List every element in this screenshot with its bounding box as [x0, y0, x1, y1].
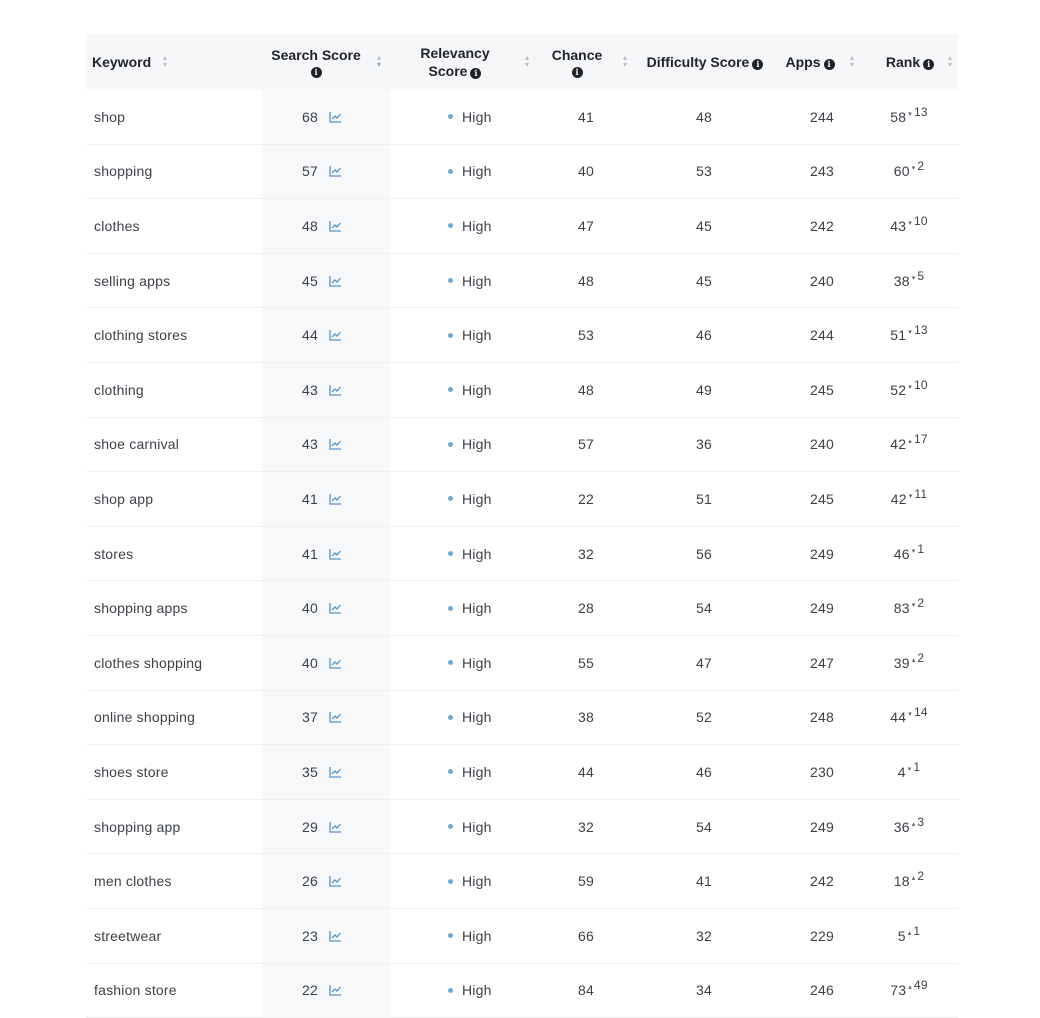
search-score-cell: 26	[302, 873, 318, 890]
trend-chart-icon[interactable]	[329, 745, 342, 799]
search-score-column-bg	[262, 964, 390, 1018]
relevancy-dot-icon	[448, 442, 453, 447]
table-row[interactable]	[86, 745, 958, 800]
relevancy-label: High	[462, 818, 492, 835]
search-score-cell: 40	[302, 654, 318, 671]
rank-change: 10	[913, 213, 928, 228]
column-header-chance[interactable]	[542, 34, 612, 90]
table-row[interactable]	[86, 199, 958, 254]
table-row[interactable]	[86, 909, 958, 964]
chance-cell: 38	[578, 709, 594, 726]
trend-chart-icon[interactable]	[329, 636, 342, 690]
keyword-cell: shop	[94, 108, 126, 125]
trend-chart-icon[interactable]	[329, 527, 342, 581]
difficulty-cell: 45	[696, 217, 712, 234]
search-score-column-bg	[262, 90, 390, 144]
column-header-label: Keyword	[92, 54, 152, 70]
table-row[interactable]	[86, 363, 958, 418]
rank-change: 49	[913, 978, 928, 993]
table-row[interactable]	[86, 800, 958, 855]
rank-change: 10	[913, 377, 928, 392]
keyword-cell: shop app	[94, 490, 154, 507]
relevancy-dot-icon	[448, 660, 453, 665]
keyword-cell: online shopping	[94, 709, 196, 726]
rank-value: 36	[893, 818, 910, 835]
rank-value: 18	[893, 873, 910, 890]
chance-cell: 40	[578, 163, 594, 180]
search-score-cell: 45	[302, 272, 318, 289]
keyword-cell: clothing stores	[94, 327, 188, 344]
sort-icon[interactable]: ▴ ▾	[162, 53, 167, 69]
difficulty-cell: 54	[696, 600, 712, 617]
keyword-cell: stores	[94, 545, 134, 562]
relevancy-dot-icon	[448, 715, 453, 720]
relevancy-label: High	[462, 600, 492, 617]
rank-value: 42	[890, 490, 907, 507]
chance-cell: 59	[578, 873, 594, 890]
relevancy-dot-icon	[448, 769, 453, 774]
difficulty-cell: 54	[696, 818, 712, 835]
apps-cell: 247	[810, 654, 834, 671]
keyword-cell: shopping app	[94, 818, 181, 835]
search-score-column-bg	[262, 854, 390, 908]
apps-cell: 242	[810, 873, 834, 890]
relevancy-cell	[448, 527, 492, 581]
trend-chart-icon[interactable]	[329, 472, 342, 526]
column-header-label-line2: Score	[428, 63, 468, 79]
info-icon[interactable]: i	[572, 67, 583, 78]
chance-cell: 32	[578, 818, 594, 835]
apps-cell: 245	[810, 490, 834, 507]
rank-change: 2	[917, 869, 925, 884]
relevancy-label: High	[462, 217, 492, 234]
info-icon[interactable]: i	[824, 59, 835, 70]
column-header-apps[interactable]	[781, 34, 839, 90]
rank-value: 42	[890, 436, 907, 453]
search-score-column-bg	[262, 472, 390, 526]
rank-direction-icon: ▴	[908, 438, 912, 446]
table-row[interactable]	[86, 854, 958, 909]
keyword-cell: clothing	[94, 381, 144, 398]
rank-direction-icon: ▾	[908, 711, 912, 719]
rank-direction-icon: ▾	[911, 165, 916, 173]
rank-change: 2	[917, 650, 925, 665]
rank-change: 14	[913, 705, 928, 720]
trend-chart-icon[interactable]	[329, 964, 342, 1018]
search-score-column-bg	[262, 800, 390, 854]
relevancy-label: High	[462, 327, 492, 344]
relevancy-cell	[448, 854, 492, 908]
rank-change: 11	[914, 486, 928, 501]
trend-chart-icon[interactable]	[329, 308, 342, 362]
table-row[interactable]	[86, 472, 958, 527]
trend-chart-icon[interactable]	[329, 199, 342, 253]
chance-cell: 22	[578, 490, 594, 507]
search-score-cell: 43	[302, 381, 318, 398]
rank-cell	[874, 636, 944, 690]
column-header-search-score[interactable]	[262, 34, 370, 90]
search-score-column-bg	[262, 909, 390, 963]
rank-value: 51	[890, 327, 907, 344]
apps-cell: 230	[810, 763, 834, 780]
relevancy-dot-icon	[448, 988, 453, 993]
relevancy-cell	[448, 199, 492, 253]
search-score-cell: 22	[302, 982, 318, 999]
column-header-rank[interactable]	[879, 34, 941, 90]
keyword-cell: selling apps	[94, 272, 171, 289]
info-icon[interactable]: i	[752, 59, 763, 70]
search-score-column-bg	[262, 199, 390, 253]
search-score-cell: 57	[302, 163, 318, 180]
chance-cell: 47	[578, 217, 594, 234]
rank-cell	[874, 527, 944, 581]
table-row[interactable]	[86, 581, 958, 636]
rank-change: 1	[913, 759, 921, 774]
apps-cell: 242	[810, 217, 834, 234]
apps-cell: 249	[810, 818, 834, 835]
relevancy-dot-icon	[448, 278, 453, 283]
rank-direction-icon: ▾	[908, 110, 912, 118]
chance-cell: 57	[578, 436, 594, 453]
relevancy-cell	[448, 636, 492, 690]
relevancy-cell	[448, 363, 492, 417]
trend-chart-icon[interactable]	[329, 854, 342, 908]
keyword-cell: clothes	[94, 217, 140, 234]
relevancy-label: High	[462, 763, 492, 780]
relevancy-cell	[448, 145, 492, 199]
relevancy-cell	[448, 254, 492, 308]
trend-chart-icon[interactable]	[329, 909, 342, 963]
column-header-label: Apps	[785, 54, 821, 70]
rank-value: 44	[890, 709, 907, 726]
rank-value: 73	[890, 982, 907, 999]
rank-value: 46	[893, 545, 910, 562]
rank-direction-icon: ▾	[908, 219, 912, 227]
rank-cell	[874, 145, 944, 199]
table-body	[86, 90, 958, 1018]
search-score-cell: 37	[302, 709, 318, 726]
rank-change: 1	[913, 923, 921, 938]
rank-cell	[874, 854, 944, 908]
difficulty-cell: 46	[696, 763, 712, 780]
table-row[interactable]	[86, 308, 958, 363]
trend-chart-icon[interactable]	[329, 800, 342, 854]
search-score-cell: 35	[302, 763, 318, 780]
apps-cell: 240	[810, 272, 834, 289]
trend-chart-icon[interactable]	[329, 418, 342, 472]
rank-cell	[874, 909, 944, 963]
info-icon[interactable]: i	[923, 59, 934, 70]
relevancy-cell	[448, 418, 492, 472]
apps-cell: 229	[810, 927, 834, 944]
difficulty-cell: 56	[696, 545, 712, 562]
chance-cell: 66	[578, 927, 594, 944]
rank-direction-icon: ▴	[911, 656, 916, 664]
rank-cell	[874, 800, 944, 854]
difficulty-cell: 45	[696, 272, 712, 289]
rank-cell	[874, 691, 944, 745]
chance-cell: 48	[578, 272, 594, 289]
search-score-column-bg	[262, 691, 390, 745]
relevancy-cell	[448, 691, 492, 745]
trend-chart-icon[interactable]	[329, 581, 342, 635]
relevancy-label: High	[462, 381, 492, 398]
table-row[interactable]	[86, 636, 958, 691]
search-score-cell: 41	[302, 490, 318, 507]
apps-cell: 243	[810, 163, 834, 180]
relevancy-dot-icon	[448, 114, 453, 119]
table-row[interactable]	[86, 145, 958, 200]
relevancy-cell	[448, 964, 492, 1018]
rank-value: 43	[890, 217, 907, 234]
apps-cell: 244	[810, 327, 834, 344]
trend-chart-icon[interactable]	[329, 254, 342, 308]
rank-cell	[874, 90, 944, 144]
rank-cell	[874, 472, 944, 526]
trend-chart-icon[interactable]	[329, 90, 342, 144]
rank-direction-icon: ▴	[911, 820, 916, 828]
table-row[interactable]	[86, 90, 958, 145]
relevancy-label: High	[462, 272, 492, 289]
search-score-cell: 43	[302, 436, 318, 453]
relevancy-dot-icon	[448, 551, 453, 556]
rank-direction-icon: ▾	[911, 602, 916, 610]
table-row[interactable]	[86, 527, 958, 582]
info-icon[interactable]: i	[311, 67, 322, 78]
rank-change: 3	[917, 814, 925, 829]
search-score-cell: 29	[302, 818, 318, 835]
rank-cell	[874, 308, 944, 362]
apps-cell: 245	[810, 381, 834, 398]
apps-cell: 246	[810, 982, 834, 999]
relevancy-label: High	[462, 490, 492, 507]
sort-icon[interactable]: ▴ ▾	[622, 53, 627, 69]
table-row[interactable]	[86, 964, 958, 1018]
rank-change: 17	[913, 432, 928, 447]
chance-cell: 53	[578, 327, 594, 344]
rank-direction-icon: ▾	[908, 329, 912, 337]
search-score-column-bg	[262, 363, 390, 417]
table-header	[86, 34, 958, 90]
chance-cell: 55	[578, 654, 594, 671]
difficulty-cell: 52	[696, 709, 712, 726]
search-score-column-bg	[262, 745, 390, 799]
keyword-cell: fashion store	[94, 982, 177, 999]
difficulty-cell: 46	[696, 327, 712, 344]
chance-cell: 48	[578, 381, 594, 398]
rank-value: 4	[897, 763, 906, 780]
column-header-difficulty-score[interactable]	[639, 34, 771, 90]
relevancy-label: High	[462, 927, 492, 944]
rank-value: 39	[893, 654, 910, 671]
difficulty-cell: 36	[696, 436, 712, 453]
relevancy-dot-icon	[448, 496, 453, 501]
difficulty-cell: 53	[696, 163, 712, 180]
rank-cell	[874, 254, 944, 308]
keyword-cell: clothes shopping	[94, 654, 203, 671]
rank-value: 60	[893, 163, 910, 180]
relevancy-cell	[448, 90, 492, 144]
column-header-label: Rank	[885, 54, 921, 70]
keyword-cell: shopping	[94, 163, 153, 180]
relevancy-dot-icon	[448, 387, 453, 392]
search-score-column-bg	[262, 418, 390, 472]
rank-value: 5	[897, 927, 906, 944]
search-score-cell: 41	[302, 545, 318, 562]
column-header-label: Difficulty Score	[646, 54, 750, 70]
relevancy-label: High	[462, 709, 492, 726]
trend-chart-icon[interactable]	[329, 691, 342, 745]
column-header-label-line1: Relevancy	[420, 45, 490, 61]
apps-cell: 249	[810, 600, 834, 617]
search-score-column-bg	[262, 308, 390, 362]
column-header-label: Search Score	[271, 47, 361, 63]
search-score-cell: 68	[302, 108, 318, 125]
relevancy-dot-icon	[448, 824, 453, 829]
rank-value: 83	[893, 600, 910, 617]
relevancy-dot-icon	[448, 333, 453, 338]
rank-change: 1	[917, 541, 925, 556]
relevancy-cell	[448, 909, 492, 963]
trend-chart-icon[interactable]	[329, 145, 342, 199]
difficulty-cell: 51	[696, 490, 712, 507]
column-header-label: Chance	[551, 47, 603, 63]
rank-cell	[874, 418, 944, 472]
rank-change: 13	[913, 104, 928, 119]
difficulty-cell: 34	[696, 982, 712, 999]
rank-cell	[874, 199, 944, 253]
rank-change: 2	[917, 159, 925, 174]
keyword-cell: shopping apps	[94, 600, 188, 617]
trend-chart-icon[interactable]	[329, 363, 342, 417]
table-row[interactable]	[86, 691, 958, 746]
search-score-column-bg	[262, 636, 390, 690]
relevancy-cell	[448, 745, 492, 799]
rank-direction-icon: ▴	[907, 929, 912, 937]
search-score-column-bg	[262, 581, 390, 635]
difficulty-cell: 49	[696, 381, 712, 398]
keyword-cell: shoes store	[94, 763, 169, 780]
rank-change: 13	[913, 323, 928, 338]
search-score-cell: 40	[302, 600, 318, 617]
difficulty-cell: 48	[696, 108, 712, 125]
relevancy-label: High	[462, 545, 492, 562]
sort-icon[interactable]: ▴ ▾	[524, 53, 529, 69]
relevancy-label: High	[462, 436, 492, 453]
search-score-cell: 44	[302, 327, 318, 344]
rank-change: 2	[917, 596, 925, 611]
rank-value: 38	[893, 272, 910, 289]
relevancy-label: High	[462, 982, 492, 999]
relevancy-cell	[448, 800, 492, 854]
rank-direction-icon: ▾	[908, 492, 913, 500]
relevancy-dot-icon	[448, 169, 453, 174]
keyword-table	[86, 34, 958, 1018]
difficulty-cell: 41	[696, 873, 712, 890]
rank-cell	[874, 964, 944, 1018]
search-score-cell: 23	[302, 927, 318, 944]
keyword-cell: shoe carnival	[94, 436, 180, 453]
rank-direction-icon: ▾	[908, 383, 912, 391]
rank-direction-icon: ▴	[911, 875, 916, 883]
search-score-column-bg	[262, 145, 390, 199]
rank-value: 58	[890, 108, 907, 125]
rank-change: 5	[917, 268, 925, 283]
apps-cell: 244	[810, 108, 834, 125]
chance-cell: 44	[578, 763, 594, 780]
sort-icon[interactable]: ▴ ▾	[947, 53, 952, 69]
rank-direction-icon: ▴	[908, 984, 912, 992]
search-score-column-bg	[262, 527, 390, 581]
difficulty-cell: 32	[696, 927, 712, 944]
apps-cell: 249	[810, 545, 834, 562]
relevancy-label: High	[462, 873, 492, 890]
rank-direction-icon: ▾	[911, 547, 916, 555]
rank-cell	[874, 363, 944, 417]
keyword-cell: streetwear	[94, 927, 162, 944]
relevancy-cell	[448, 581, 492, 635]
apps-cell: 240	[810, 436, 834, 453]
relevancy-dot-icon	[448, 879, 453, 884]
relevancy-dot-icon	[448, 933, 453, 938]
rank-direction-icon: ▾	[911, 274, 916, 282]
sort-icon[interactable]: ▴ ▾	[849, 53, 854, 69]
relevancy-dot-icon	[448, 223, 453, 228]
relevancy-dot-icon	[448, 606, 453, 611]
rank-cell	[874, 745, 944, 799]
chance-cell: 28	[578, 600, 594, 617]
table-row[interactable]	[86, 254, 958, 309]
chance-cell: 84	[578, 982, 594, 999]
apps-cell: 248	[810, 709, 834, 726]
keyword-cell: men clothes	[94, 873, 172, 890]
rank-value: 52	[890, 381, 907, 398]
info-icon[interactable]: i	[470, 68, 481, 79]
chance-cell: 32	[578, 545, 594, 562]
relevancy-label: High	[462, 108, 492, 125]
relevancy-cell	[448, 472, 492, 526]
relevancy-label: High	[462, 163, 492, 180]
table-row[interactable]	[86, 418, 958, 473]
chance-cell: 41	[578, 108, 594, 125]
sort-icon[interactable]: ▴ ▾	[376, 53, 381, 69]
relevancy-label: High	[462, 654, 492, 671]
rank-direction-icon: ▾	[907, 765, 912, 773]
relevancy-cell	[448, 308, 492, 362]
search-score-column-bg	[262, 254, 390, 308]
difficulty-cell: 47	[696, 654, 712, 671]
rank-cell	[874, 581, 944, 635]
column-header-relevancy-score[interactable]	[402, 34, 508, 90]
search-score-cell: 48	[302, 217, 318, 234]
